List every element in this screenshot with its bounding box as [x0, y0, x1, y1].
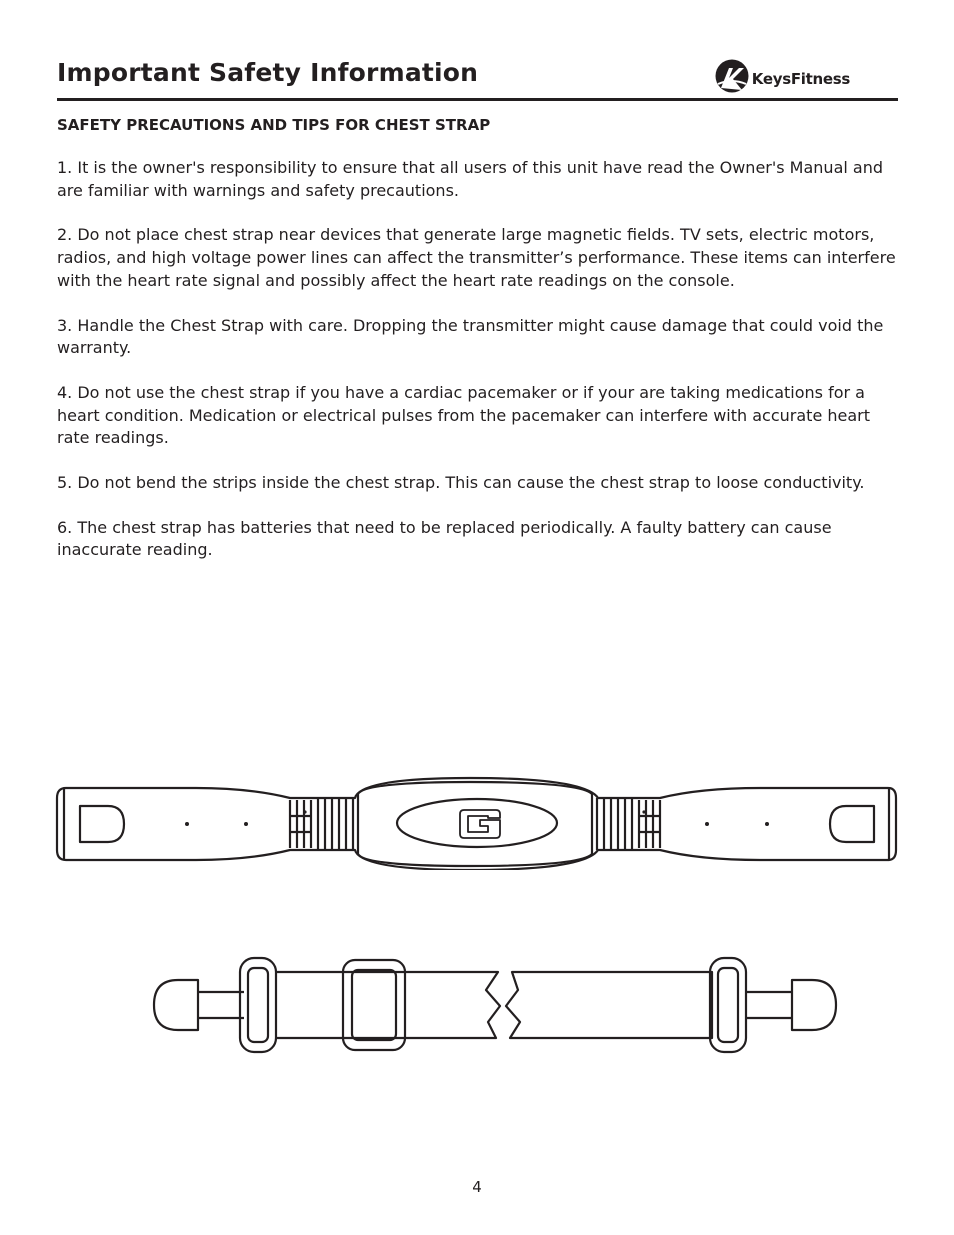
section-heading: SAFETY PRECAUTIONS AND TIPS FOR CHEST STRAP: [57, 116, 491, 134]
elastic-strap-drawing: [0, 950, 954, 1060]
page-number: 4: [472, 1178, 482, 1196]
keys-fitness-logo: [715, 56, 850, 96]
safety-content: [57, 114, 902, 584]
safety-item: 1. It is the owner's responsibility to ensure that all users of this unit have read the Owner's Manual and are familiar with warnings and safety precautions.: [57, 158, 884, 200]
elastic-strap-illustration: [0, 950, 954, 1060]
safety-item: 5. Do not bend the strips inside the chest strap. This can cause the chest strap to loose conductivity.: [57, 473, 865, 493]
page-title: Important Safety Information: [57, 58, 479, 87]
keys-fitness-logo-icon: [715, 58, 749, 94]
safety-item: 2. Do not place chest strap near devices that generate large magnetic fields. TV sets, electric motors, radios, and high voltage power lines can affect the transmitter’s performance. These items can interfere with the heart rate signal and possibly affect the heart rate readings on the console.: [57, 225, 896, 290]
safety-item: 3. Handle the Chest Strap with care. Dropping the transmitter might cause damage that could void the warranty.: [57, 315, 884, 358]
safety-item: 4. Do not use the chest strap if you have a cardiac pacemaker or if your are taking medications for a heart condition. Medication or electrical pulses from the pacemaker can interfere with accurate heart rate readings.: [57, 382, 871, 448]
chest-strap-transmitter-illustration: [0, 770, 954, 870]
transmitter-drawing: [0, 770, 954, 870]
safety-item: 6. The chest strap has batteries that need to be replaced periodically. A faulty battery can cause inaccurate reading.: [57, 517, 832, 560]
page-header: [57, 52, 898, 101]
logo-wordmark: KeysFitness: [751, 70, 850, 88]
